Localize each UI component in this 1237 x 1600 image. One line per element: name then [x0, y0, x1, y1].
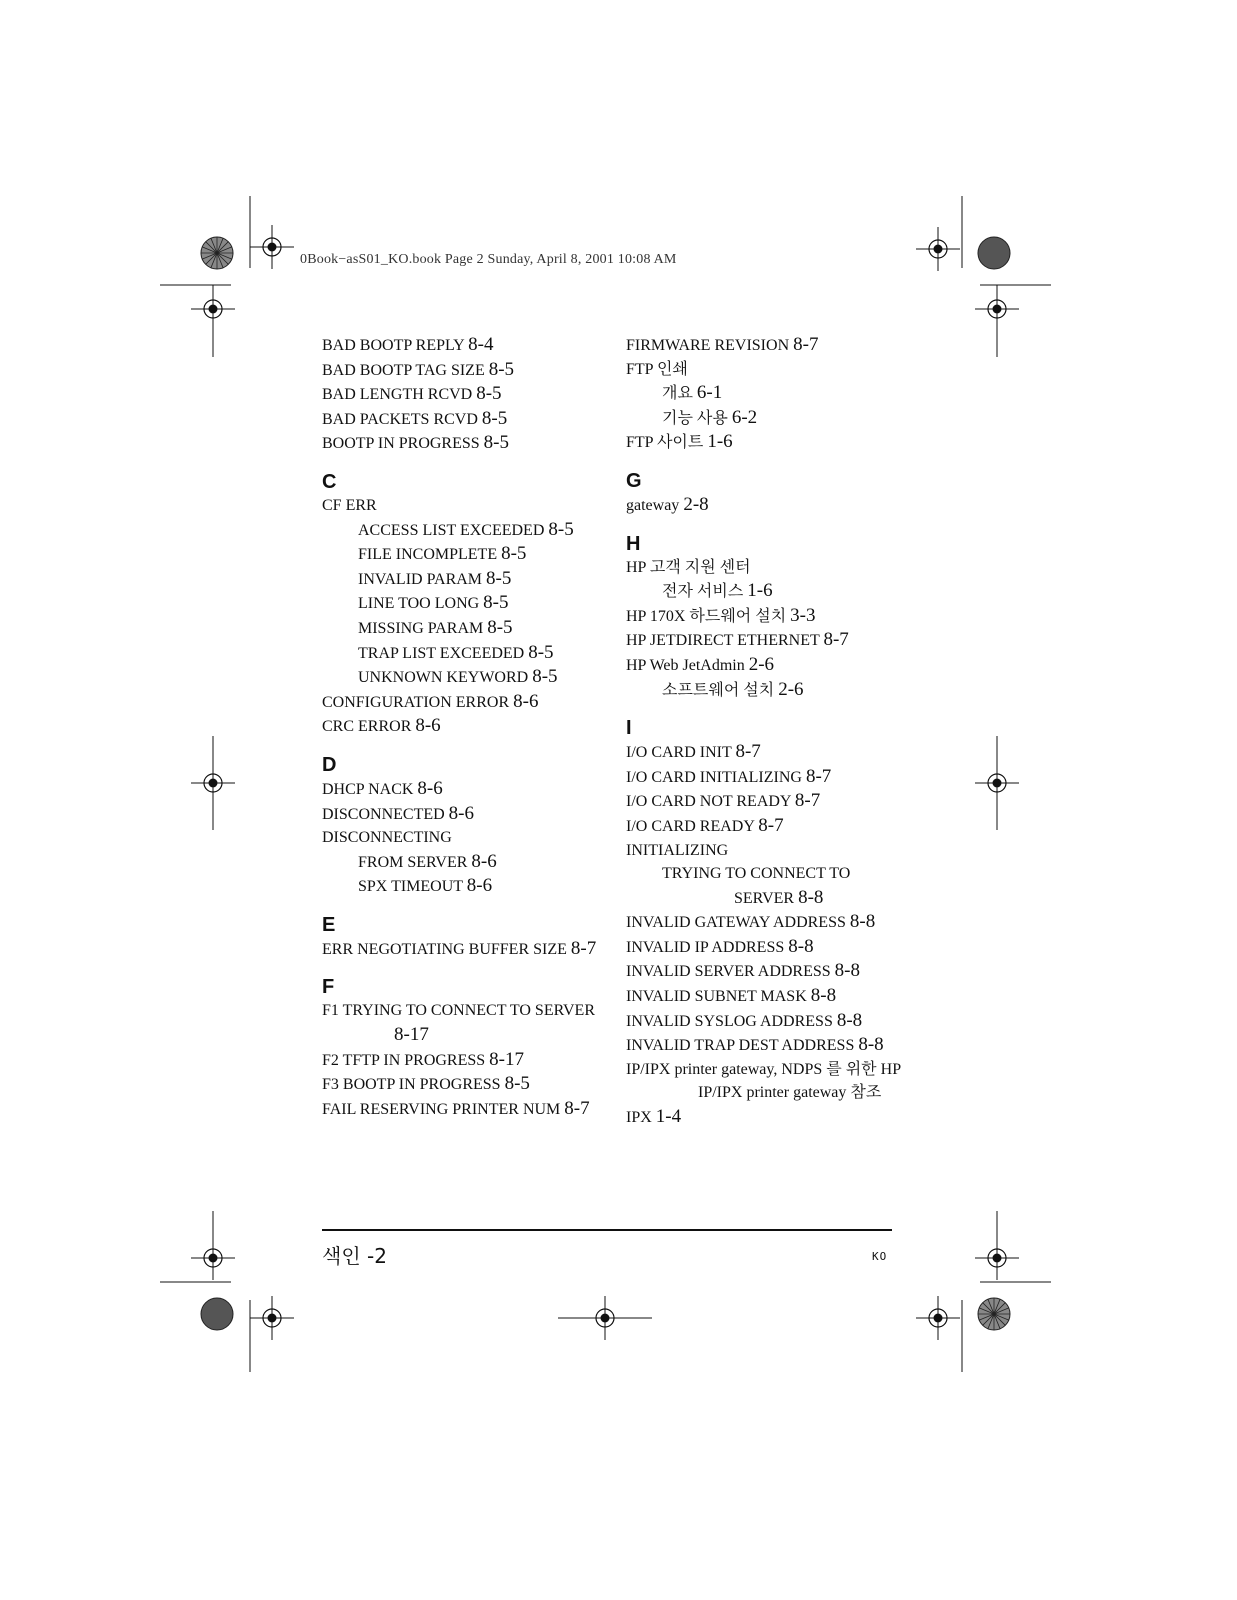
- index-entry: [322, 874, 602, 899]
- index-entry-page: 8-7: [823, 629, 849, 651]
- index-entry-term: INVALID SERVER ADDRESS: [626, 963, 831, 981]
- footer-rule: [322, 1229, 892, 1231]
- index-entry: [322, 1097, 602, 1122]
- page-number: 색인 -2: [322, 1244, 387, 1268]
- index-entry-term: gateway: [626, 496, 680, 514]
- index-entry: [322, 850, 602, 875]
- registration-mark-icon: [916, 1296, 960, 1340]
- index-entry-term: BOOTP IN PROGRESS: [322, 435, 480, 453]
- index-entry-page: 8-7: [794, 790, 821, 812]
- index-entry-term: CRC ERROR: [322, 718, 412, 736]
- index-entry: [626, 678, 906, 703]
- index-entry-term: BAD PACKETS RCVD: [322, 410, 478, 428]
- index-entry-term: HP 고객 지원 센터: [626, 558, 751, 576]
- index-entry-term: F1 TRYING TO CONNECT TO SERVER: [322, 1002, 595, 1020]
- index-letter-heading: E: [322, 913, 336, 936]
- index-entry: [322, 358, 602, 383]
- index-entry-page: 8-5: [504, 1073, 530, 1095]
- index-entry: [322, 333, 602, 358]
- index-entry: [322, 616, 602, 641]
- index-entry-term: 전자 서비스: [662, 583, 744, 601]
- index-entry-page: 8-6: [471, 850, 497, 872]
- index-entry-page: 8-5: [483, 592, 509, 614]
- index-entry: [322, 937, 602, 962]
- index-entry-page: 8-8: [836, 1009, 863, 1031]
- index-entry: [626, 358, 906, 382]
- index-entry-term: FIRMWARE REVISION: [626, 337, 790, 354]
- index-entry: [626, 1033, 906, 1058]
- index-entry: [322, 518, 602, 543]
- index-entry: [322, 382, 602, 407]
- index-entry: [626, 493, 906, 518]
- index-entry: [626, 839, 906, 863]
- index-entry-page: 2-6: [778, 678, 804, 700]
- index-entry: [322, 567, 602, 592]
- index-entry-term: INITIALIZING: [626, 841, 729, 859]
- index-entry: [626, 814, 906, 839]
- index-entry-page: 8-8: [834, 960, 860, 982]
- registration-mark-icon: [250, 1296, 294, 1340]
- index-entry-term: DHCP NACK: [322, 780, 414, 798]
- index-entry-page: 8-6: [466, 875, 493, 897]
- index-entry-term: HP Web JetAdmin: [626, 656, 745, 674]
- index-entry: [322, 690, 602, 715]
- index-entry: [322, 1072, 602, 1097]
- index-entry-term: LINE TOO LONG: [358, 595, 480, 613]
- index-entry: [626, 430, 906, 455]
- index-entry-page: 6-1: [696, 382, 723, 404]
- index-entry-page: 2-8: [683, 493, 709, 515]
- color-bar-dark-icon: [201, 1298, 233, 1330]
- index-entry-page: 6-2: [731, 406, 758, 428]
- index-entry-page: 8-5: [548, 518, 574, 540]
- index-entry-term: ERR NEGOTIATING BUFFER SIZE: [322, 940, 567, 958]
- index-entry-term: INVALID TRAP DEST ADDRESS: [626, 1037, 855, 1055]
- index-entry-page: 8-8: [858, 1034, 884, 1056]
- index-entry-page: 8-5: [481, 407, 508, 429]
- index-entry: [626, 1009, 906, 1034]
- index-entry: [626, 628, 906, 653]
- index-letter-heading: C: [322, 470, 337, 493]
- index-entry: [322, 591, 602, 616]
- index-entry-page: 8-4: [468, 334, 494, 355]
- index-entry-page: 8-5: [487, 616, 513, 638]
- index-entry-term: FILE INCOMPLETE: [358, 546, 498, 564]
- index-entry-term: FAIL RESERVING PRINTER NUM: [322, 1100, 561, 1118]
- index-entry-page: 3-3: [790, 604, 816, 626]
- index-entry-term: I/O CARD INIT: [626, 744, 732, 762]
- index-entry-page: 8-7: [570, 937, 597, 959]
- index-entry-term: I/O CARD INITIALIZING: [626, 768, 802, 786]
- index-entry-term: BAD LENGTH RCVD: [322, 386, 473, 404]
- index-entry-page: 8-5: [476, 383, 502, 405]
- index-letter-heading: G: [626, 469, 642, 492]
- index-entry: [322, 802, 602, 827]
- index-entry-term: F3 BOOTP IN PROGRESS: [322, 1076, 501, 1094]
- index-entry-term: I/O CARD READY: [626, 817, 755, 835]
- index-entry: [626, 862, 906, 910]
- index-entry: [626, 935, 906, 960]
- index-entry-page: 8-5: [488, 358, 515, 380]
- index-letter-heading: F: [322, 976, 335, 999]
- index-entry-term: ACCESS LIST EXCEEDED: [358, 521, 545, 539]
- index-entry: [626, 765, 906, 790]
- index-entry-term: 기능 사용: [662, 409, 728, 427]
- index-entry: [626, 333, 906, 358]
- index-entry-page: 8-5: [486, 567, 512, 589]
- index-entry-term: IPX: [626, 1109, 652, 1127]
- index-entry-page: 8-7: [805, 765, 832, 787]
- index-entry: [626, 984, 906, 1009]
- index-entry-term: 개요: [662, 385, 693, 403]
- index-entry: [626, 556, 906, 580]
- index-entry-page: 1-4: [655, 1106, 682, 1128]
- index-entry: [626, 1105, 906, 1130]
- print-slug: 0Book−asS01_KO.book Page 2 Sunday, April 8, 2001 10:08 AM: [300, 252, 677, 267]
- index-entry-page: 8-8: [788, 935, 814, 957]
- index-entry-page: 8-5: [528, 641, 554, 663]
- index-entry-page: 8-6: [417, 777, 443, 799]
- index-entry-term: F2 TFTP IN PROGRESS: [322, 1051, 486, 1069]
- index-entry-page: 8-8: [810, 985, 837, 1007]
- index-entry-page: 8-5: [532, 666, 558, 688]
- index-entry: [626, 740, 906, 765]
- color-bar-star-icon: [978, 1298, 1010, 1330]
- index-entry-term: TRYING TO CONNECT TO SERVER: [662, 865, 851, 907]
- index-entry: [322, 494, 602, 518]
- index-entry-term: FROM SERVER: [358, 853, 468, 871]
- index-entry: [626, 579, 906, 604]
- index-entry-term: DISCONNECTED: [322, 805, 445, 823]
- index-entry: [322, 999, 602, 1047]
- index-entry-term: TRAP LIST EXCEEDED: [358, 644, 525, 662]
- index-entry-page: 8-6: [513, 690, 539, 712]
- index-entry-term: FTP 사이트: [626, 434, 704, 452]
- index-entry: [322, 1048, 602, 1073]
- index-entry: [322, 826, 602, 850]
- index-entry: [322, 714, 602, 739]
- index-entry-page: 8-17: [394, 1024, 429, 1046]
- index-entry-term: INVALID PARAM: [358, 570, 483, 588]
- index-entry-page: 8-8: [849, 911, 876, 933]
- index-entry: [322, 777, 602, 802]
- index-entry: [626, 653, 906, 678]
- index-entry: [626, 406, 906, 431]
- index-entry-term: HP JETDIRECT ETHERNET: [626, 632, 820, 650]
- index-entry: [626, 604, 906, 629]
- index-letter-heading: H: [626, 532, 641, 555]
- index-entry: [322, 431, 602, 456]
- index-entry-page: 8-17: [489, 1048, 524, 1070]
- index-entry: [626, 789, 906, 814]
- index-entry: [626, 959, 906, 984]
- index-entry-term: 소프트웨어 설치: [662, 681, 775, 699]
- index-entry-term: I/O CARD NOT READY: [626, 793, 791, 811]
- index-entry-term: CONFIGURATION ERROR: [322, 693, 510, 711]
- index-entry-page: 8-7: [564, 1097, 590, 1119]
- index-entry: [322, 665, 602, 690]
- index-letter-heading: D: [322, 753, 337, 776]
- index-entry: [322, 542, 602, 567]
- index-entry-term: DISCONNECTING: [322, 829, 452, 847]
- index-entry-term: BAD BOOTP REPLY: [322, 337, 465, 354]
- index-letter-heading: I: [626, 717, 632, 740]
- index-entry: [626, 381, 906, 406]
- index-entry-term: UNKNOWN KEYWORD: [358, 669, 529, 687]
- index-entry-page: 2-6: [748, 653, 775, 675]
- color-bar-star-icon: [201, 237, 233, 269]
- index-entry-term: BAD BOOTP TAG SIZE: [322, 361, 485, 379]
- index-column-right: [626, 333, 906, 1130]
- index-entry-term: INVALID SUBNET MASK: [626, 988, 807, 1006]
- index-entry-page: 8-7: [793, 334, 819, 355]
- index-entry: [626, 1058, 906, 1105]
- index-entry-page: 1-6: [747, 580, 773, 602]
- index-column-left: [322, 333, 602, 1121]
- index-entry-term: HP 170X 하드웨어 설치: [626, 607, 787, 625]
- index-entry: [626, 910, 906, 935]
- index-entry-page: 8-6: [448, 802, 474, 824]
- registration-mark-icon: [916, 227, 960, 271]
- index-entry-term: FTP 인쇄: [626, 360, 688, 378]
- index-entry-term: INVALID SYSLOG ADDRESS: [626, 1012, 833, 1030]
- index-entry-term: SPX TIMEOUT: [358, 878, 463, 896]
- index-entry-page: 8-7: [735, 741, 761, 763]
- index-entry-page: 1-6: [707, 431, 733, 453]
- index-entry-page: 8-7: [758, 814, 784, 836]
- index-entry: [322, 641, 602, 666]
- index-entry-term: INVALID IP ADDRESS: [626, 938, 785, 956]
- index-entry-page: 8-5: [501, 543, 527, 565]
- index-entry-page: 8-5: [483, 432, 509, 454]
- index-entry-term: IP/IPX printer gateway, NDPS 를 위한 HP IP/IPX printer gateway 참조: [626, 1060, 901, 1102]
- index-entry: [322, 407, 602, 432]
- index-entry-term: INVALID GATEWAY ADDRESS: [626, 914, 846, 932]
- index-entry-term: CF ERR: [322, 496, 377, 514]
- index-entry-page: 8-6: [415, 715, 441, 737]
- index-entry-term: MISSING PARAM: [358, 619, 484, 637]
- language-code: KO: [872, 1250, 888, 1263]
- registration-mark-icon: [250, 225, 294, 269]
- color-bar-dark-icon: [978, 237, 1010, 269]
- index-entry-page: 8-8: [798, 886, 824, 908]
